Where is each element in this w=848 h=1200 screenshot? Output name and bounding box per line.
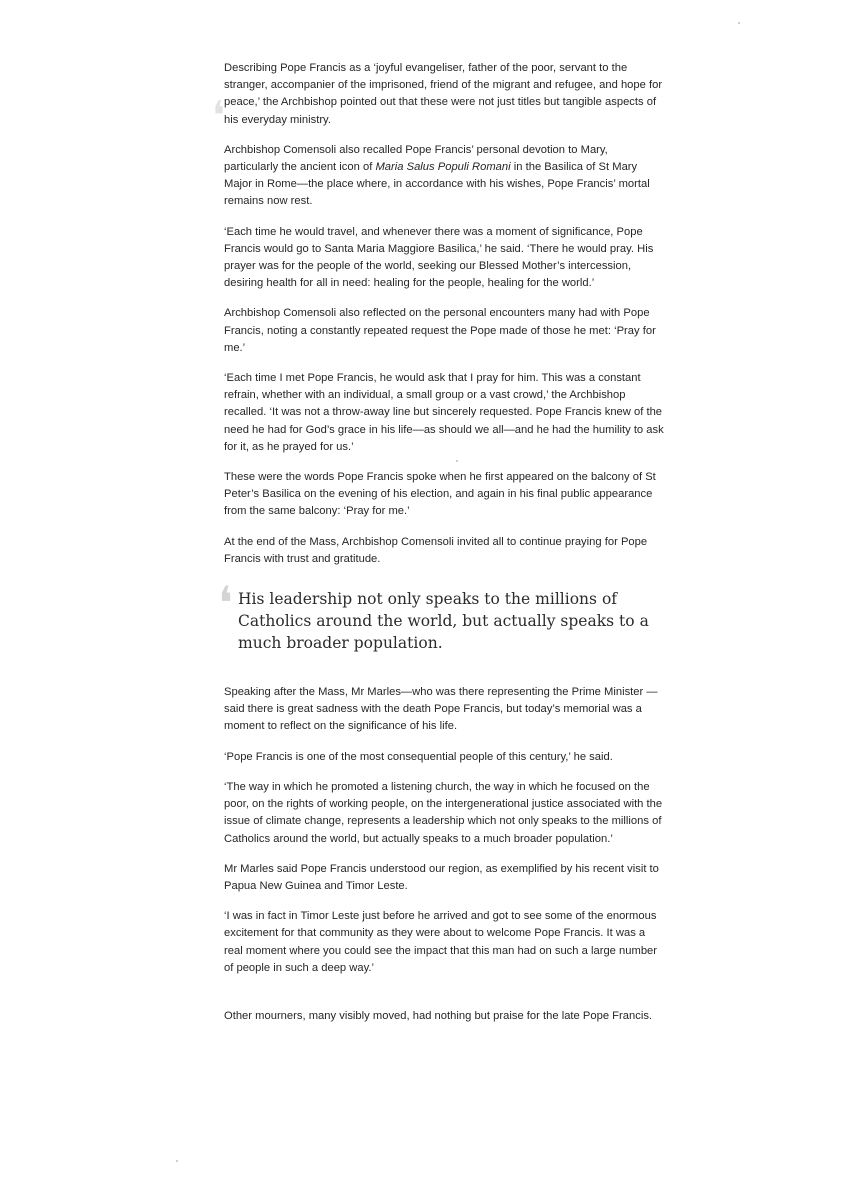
paragraph-santa-maria: ‘Each time he would travel, and whenever there was a moment of significance, Pope Francis would go to Santa Maria Maggiore Basilica,’ he said. ‘There he would pray. His prayer was for the people of the world, seeking our Blessed Mother’s intercession, desiring health for all in need: healing for the people, healing for the world.’ — [224, 225, 654, 290]
scan-speck — [456, 460, 458, 462]
paragraph-region: Mr Marles said Pope Francis understood our region, as exemplified by his recent visit to Papua New Guinea and Timor Leste. — [224, 862, 659, 892]
quote-mark-icon: ❛ — [218, 576, 233, 631]
paragraph-marles-speaking: Speaking after the Mass, Mr Marles—who was there representing the Prime Minister —said there is great sadness with the death Pope Francis, but today’s memorial was a moment to reflect on the significance of his life. — [224, 686, 658, 733]
paragraph-pray-for-him: ‘Each time I met Pope Francis, he would ask that I pray for him. This was a constant refrain, whether with an individual, a small group or a vast crowd,’ the Archbishop recalled. ‘It was not a throw-away line but sincerely requested. Pope Francis knew of the need he had for God’s grace in his life—as should we all—and he had the humility to ask for it, as he prayed for us.’ — [224, 372, 664, 453]
paragraph-consequential: ‘Pope Francis is one of the most consequential people of this century,’ he said. — [224, 750, 613, 763]
scan-speck — [176, 1160, 178, 1162]
devotion-text-end: in the Basilica of St Mary Major in Rome—the place where, in accordance with his wishes, Pope Francis’ mortal remains now rest. — [224, 161, 650, 208]
paragraph-end-of-mass: At the end of the Mass, Archbishop Comensoli invited all to continue praying for Pope Francis with trust and gratitude. — [224, 535, 648, 565]
paragraph-timor-leste: ‘I was in fact in Timor Leste just before he arrived and got to see some of the enormous excitement for that community as they were about to welcome Pope Francis. It was a real moment where you could see the impact that this man had on such a large number of people in such a deep way.’ — [224, 910, 658, 974]
icon-name-italic: Maria Salus Populi Romani — [375, 161, 511, 174]
paragraph-listening-church: ‘The way in which he promoted a listening church, the way in which he focused on the poor, on the rights of working people, on the intergenerational justice associated with the issue of climate change, represents a leadership which not only speaks to the millions of Catholics around the world, but actually speaks to a much broader population.’ — [224, 780, 663, 845]
faded-quote-mark-icon: ❛ — [212, 93, 225, 139]
devotion-text-start: Archbishop Comensoli also recalled Pope Francis’ personal devotion to Mary, particularly the ancient icon of — [224, 143, 608, 174]
scan-speck — [738, 22, 740, 24]
pull-quote — [218, 576, 664, 654]
paragraph-mourners: Other mourners, many visibly moved, had nothing but praise for the late Pope Francis. — [224, 1009, 653, 1022]
paragraph-devotion — [224, 142, 664, 211]
paragraph-titles: Describing Pope Francis as a ‘joyful evangeliser, father of the poor, servant to the stranger, accompanier of the imprisoned, friend of the migrant and refugee, and hope for peace,’ the Archbishop pointed out that these were not just titles but tangible aspects of his everyday ministry. — [224, 62, 663, 126]
article-column — [218, 60, 664, 1038]
spacer — [224, 990, 664, 1008]
paragraph-balcony: These were the words Pope Francis spoke when he first appeared on the balcony of St Peter’s Basilica on the evening of his election, and again in his final public appearance from the same balcony: ‘Pray for me.’ — [224, 471, 656, 518]
pull-quote-text: His leadership not only speaks to the millions of Catholics around the world, but actually speaks to a much broader population. — [238, 590, 649, 653]
paragraph-encounters: Archbishop Comensoli also reflected on the personal encounters many had with Pope Francis, noting a constantly repeated request the Pope made of those he met: ‘Pray for me.’ — [224, 307, 656, 354]
